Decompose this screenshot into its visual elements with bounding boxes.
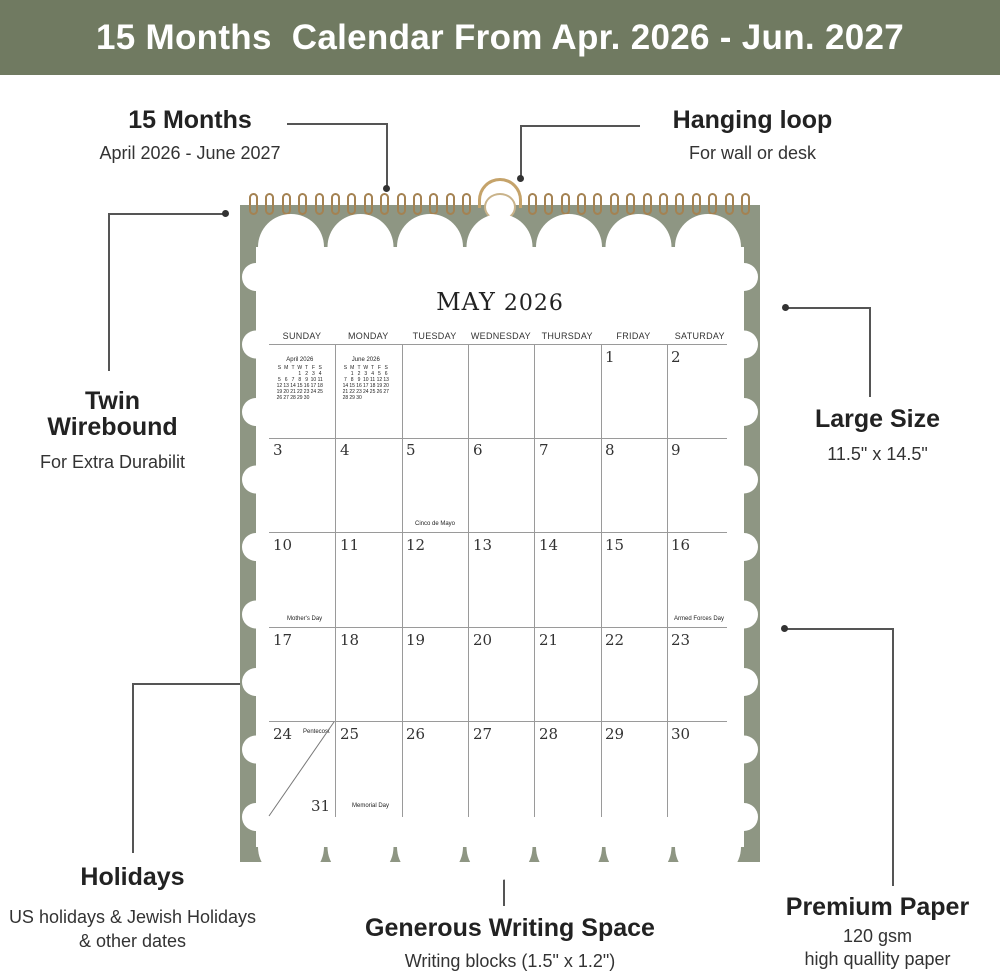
mini-calendar-cell: 11 — [369, 377, 376, 383]
leader-line — [520, 125, 522, 177]
mini-calendar-cell: 20 — [283, 389, 289, 395]
day-number: 2 — [671, 348, 681, 366]
feature-writing-space — [335, 914, 685, 972]
leader-dot — [383, 185, 390, 192]
wire-coil — [544, 193, 553, 215]
mini-calendar-cell: 7 — [344, 377, 347, 383]
day-number: 23 — [671, 631, 691, 649]
mini-calendar-cell: 26 — [276, 395, 283, 401]
feature-title: Holidays — [80, 863, 185, 891]
mini-calendar-cell: 13 — [383, 377, 389, 383]
mini-calendar-cell: 24 — [310, 389, 317, 395]
mini-calendar-cell: 10 — [310, 377, 317, 383]
scallop — [730, 736, 758, 764]
scallop — [730, 263, 758, 291]
mini-calendar-cell: 4 — [371, 371, 374, 377]
mini-calendar-cell: 28 — [290, 395, 296, 401]
feature-hanging-loop — [640, 106, 865, 164]
mini-calendar-cell: W — [363, 365, 369, 371]
day-number: 12 — [406, 536, 426, 554]
feature-title: 15 Months — [128, 106, 252, 134]
scallop — [242, 263, 270, 291]
mini-calendar-cell: 30 — [356, 395, 362, 401]
feature-subtitle: US holidays & Jewish Holidays — [8, 907, 257, 927]
leader-dot — [781, 625, 788, 632]
feature-title: Premium Paper — [785, 893, 970, 921]
mini-calendar-cell: 3 — [311, 371, 315, 377]
banner-title: 15 Months Calendar From Apr. 2026 - Jun. 2027 — [0, 0, 1000, 75]
wire-coil — [298, 193, 307, 215]
wire-coil — [659, 193, 668, 215]
day-number: 13 — [473, 536, 493, 554]
mini-calendar-cell: 25 — [369, 389, 376, 395]
mini-calendar-row — [342, 395, 390, 401]
mini-calendar-title: June 2026 — [351, 357, 380, 363]
grid-line — [468, 344, 469, 817]
scallop — [242, 398, 270, 426]
grid-line — [667, 344, 668, 817]
wire-coil — [249, 193, 258, 215]
mini-calendar-cell: 11 — [317, 377, 323, 383]
mini-calendar-cell: 15 — [297, 383, 303, 389]
wire-coil — [462, 193, 471, 215]
day-number: 31 — [311, 797, 331, 815]
wire-coil — [741, 193, 750, 215]
day-number: 28 — [539, 725, 559, 743]
scallop — [606, 814, 672, 880]
mini-calendar-cell — [362, 395, 369, 401]
mini-calendar-cell: T — [371, 365, 375, 371]
leader-dot — [782, 304, 789, 311]
mini-calendar-cell: 25 — [317, 389, 323, 395]
holiday-label: Cinco de Mayo — [415, 521, 456, 527]
mini-calendar-cell: F — [377, 365, 381, 371]
wire-coil — [593, 193, 602, 215]
mini-calendar-cell: 13 — [283, 383, 289, 389]
feature-subtitle: April 2026 - June 2027 — [99, 143, 281, 163]
feature-premium-paper — [765, 893, 990, 970]
wire-coil — [626, 193, 635, 215]
mini-calendar-cell: 12 — [376, 377, 383, 383]
mini-calendar-cell: 21 — [290, 389, 296, 395]
mini-calendar-cell: 4 — [318, 371, 322, 377]
day-number: 30 — [671, 725, 691, 743]
scallop — [242, 331, 270, 359]
leader-line — [892, 628, 894, 886]
wire-coil — [397, 193, 406, 215]
mini-calendar-cell: 30 — [303, 395, 310, 401]
wire-coil — [315, 193, 324, 215]
mini-calendar-cell: 6 — [384, 371, 388, 377]
mini-calendar-next — [342, 357, 390, 401]
scallop — [675, 814, 741, 880]
scallop — [242, 668, 270, 696]
mini-calendar-cell: M — [284, 365, 289, 371]
grid-line — [269, 627, 727, 628]
wire-coil — [708, 193, 717, 215]
mini-calendar-previous — [276, 357, 324, 401]
month-title — [256, 288, 744, 316]
leader-line — [108, 213, 226, 215]
feature-subtitle: & other dates — [78, 931, 187, 951]
grid-line — [534, 344, 535, 817]
mini-calendar-cell: 3 — [364, 371, 368, 377]
leader-line — [786, 307, 870, 309]
mini-calendar-cell: 5 — [377, 371, 381, 377]
scallop — [730, 668, 758, 696]
mini-calendar-cell: 15 — [349, 383, 355, 389]
day-number: 25 — [340, 725, 360, 743]
mini-calendar-cell: 18 — [317, 383, 323, 389]
day-number: 20 — [473, 631, 493, 649]
leader-dot — [517, 175, 524, 182]
mini-calendar-cell: 19 — [376, 383, 383, 389]
day-number: 10 — [273, 536, 293, 554]
feature-subtitle: For wall or desk — [688, 143, 817, 163]
day-number: 22 — [605, 631, 625, 649]
mini-calendar-cell: M — [350, 365, 355, 371]
wire-coil — [282, 193, 291, 215]
mini-calendar-cell — [369, 395, 376, 401]
mini-calendar-title: April 2026 — [286, 357, 314, 363]
wire-coil — [380, 193, 389, 215]
wire-coil — [561, 193, 570, 215]
scallop — [536, 814, 602, 880]
day-number: 21 — [539, 631, 559, 649]
mini-calendar-cell: T — [291, 365, 295, 371]
scallop — [730, 398, 758, 426]
mini-calendar-cell: 14 — [290, 383, 296, 389]
day-number: 7 — [539, 441, 549, 459]
mini-calendar-cell: 8 — [298, 377, 302, 383]
mini-calendar-cell: 14 — [342, 383, 349, 389]
wire-coil — [413, 193, 422, 215]
mini-calendar-cell: 28 — [342, 395, 349, 401]
weekday-header: WEDNESDAY — [470, 331, 531, 341]
day-number: 6 — [473, 441, 483, 459]
day-number: 3 — [273, 441, 283, 459]
day-number: 14 — [539, 536, 559, 554]
month-name: MAY — [436, 288, 496, 316]
scallop — [730, 803, 758, 831]
mini-calendar-cell: 17 — [363, 383, 369, 389]
mini-calendar-cell: 26 — [376, 389, 383, 395]
mini-calendar-cell: S — [277, 365, 282, 371]
mini-calendar-cell: T — [305, 365, 309, 371]
mini-calendar-cell: 9 — [357, 377, 361, 383]
holiday-label: Mother's Day — [287, 616, 323, 622]
grid-line — [269, 438, 727, 439]
feature-twin-wirebound — [10, 388, 215, 473]
scallop — [242, 601, 270, 629]
wire-coil — [528, 193, 537, 215]
feature-title: Generous Writing Space — [365, 914, 655, 942]
mini-calendar-cell: 2 — [357, 371, 361, 377]
mini-calendar-cell: 2 — [305, 371, 308, 377]
scallop — [730, 533, 758, 561]
mini-calendar-cell: S — [318, 365, 322, 371]
weekday-header: FRIDAY — [616, 331, 651, 341]
mini-calendar-cell: 17 — [310, 383, 317, 389]
leader-line — [869, 307, 871, 397]
mini-calendar-cell: 1 — [298, 371, 302, 377]
wire-coil — [331, 193, 340, 215]
mini-calendar-cell: 27 — [383, 389, 389, 395]
mini-calendar-row — [276, 395, 324, 401]
mini-calendar-cell: 5 — [278, 377, 281, 383]
grid-line — [269, 532, 727, 533]
holiday-label: Armed Forces Day — [674, 616, 725, 622]
mini-calendar-cell: 22 — [297, 389, 303, 395]
mini-calendar-cell: 7 — [291, 377, 295, 383]
feature-title: Wirebound — [47, 413, 178, 441]
mini-calendar-cell: 1 — [350, 371, 354, 377]
mini-calendar-cell: T — [357, 365, 361, 371]
feature-subtitle: 11.5" x 14.5" — [827, 444, 928, 464]
scallop — [467, 814, 533, 880]
mini-calendar-cell: 16 — [303, 383, 310, 389]
wire-coil — [347, 193, 356, 215]
wire-coil — [643, 193, 652, 215]
mini-calendar-cell: 23 — [303, 389, 310, 395]
scallop — [397, 814, 463, 880]
split-day-diagonal — [266, 720, 338, 820]
scallop — [328, 814, 394, 880]
scallop — [242, 533, 270, 561]
wire-coil — [725, 193, 734, 215]
day-number: 16 — [671, 536, 691, 554]
feature-large-size — [780, 405, 975, 465]
mini-calendar-cell: 12 — [276, 383, 283, 389]
weekday-header: SUNDAY — [282, 331, 322, 341]
scallop — [467, 214, 533, 280]
day-number: 1 — [605, 348, 615, 366]
mini-calendar-cell: S — [343, 365, 348, 371]
day-number: 9 — [671, 441, 681, 459]
scallop — [730, 466, 758, 494]
wire-coil — [364, 193, 373, 215]
feature-15-months — [60, 106, 320, 164]
weekday-header: TUESDAY — [412, 331, 457, 341]
leader-line — [132, 683, 134, 853]
mini-calendar-cell: 21 — [342, 389, 349, 395]
wire-coil — [446, 193, 455, 215]
mini-calendar-cell: 24 — [363, 389, 369, 395]
wire-coil — [265, 193, 274, 215]
weekday-header: THURSDAY — [541, 331, 593, 341]
feature-holidays — [0, 863, 265, 952]
mini-calendar-cell — [317, 395, 324, 401]
mini-calendar-cell: 6 — [284, 377, 288, 383]
mini-calendar-cell: S — [384, 365, 388, 371]
feature-title: Hanging loop — [672, 106, 833, 134]
scallop — [536, 214, 602, 280]
feature-subtitle: For Extra Durabilit — [39, 452, 186, 472]
day-number: 8 — [605, 441, 615, 459]
day-number: 24 — [273, 725, 293, 743]
day-number: 11 — [340, 536, 360, 554]
feature-subtitle: high quallity paper — [804, 949, 951, 969]
scallop — [328, 214, 394, 280]
wire-coil — [675, 193, 684, 215]
mini-calendar-cell: F — [311, 365, 315, 371]
day-number: 15 — [605, 536, 625, 554]
wire-coil — [692, 193, 701, 215]
mini-calendar-cell: 27 — [283, 395, 289, 401]
day-number: 18 — [340, 631, 360, 649]
mini-calendar-cell: 10 — [363, 377, 369, 383]
mini-calendar-cell: 9 — [305, 377, 308, 383]
leader-line — [108, 213, 110, 371]
scallop — [606, 214, 672, 280]
mini-calendar-cell: 19 — [276, 389, 283, 395]
grid-line — [601, 344, 602, 817]
mini-calendar-cell: 16 — [356, 383, 362, 389]
day-number: 26 — [406, 725, 426, 743]
grid-line — [402, 344, 403, 817]
mini-calendar-cell: 8 — [350, 377, 354, 383]
scallop — [397, 214, 463, 280]
mini-calendar-cell — [310, 395, 317, 401]
scallop — [730, 601, 758, 629]
mini-calendar-cell: 23 — [356, 389, 362, 395]
wire-coil — [577, 193, 586, 215]
mini-calendar-cell: 20 — [383, 383, 389, 389]
day-number: 29 — [605, 725, 625, 743]
feature-subtitle: 120 gsm — [842, 926, 913, 946]
feature-subtitle: Writing blocks (1.5" x 1.2") — [404, 951, 616, 971]
grid-line — [269, 344, 727, 345]
feature-title: Large Size — [814, 405, 941, 433]
leader-dot — [222, 210, 229, 217]
scallop — [242, 466, 270, 494]
month-year: 2026 — [503, 291, 564, 316]
mini-calendar-cell — [376, 395, 383, 401]
mini-calendar-cell: 29 — [297, 395, 303, 401]
mini-calendar-cell: 22 — [349, 389, 355, 395]
weekday-header: MONDAY — [347, 331, 389, 341]
day-number: 4 — [340, 441, 350, 459]
holiday-label: Pentecost — [303, 729, 330, 735]
mini-calendar-cell: 18 — [369, 383, 376, 389]
scallop — [730, 331, 758, 359]
day-number: 5 — [406, 441, 416, 459]
leader-line — [784, 628, 893, 630]
wire-coil — [429, 193, 438, 215]
leader-line — [386, 123, 388, 187]
wire-coil — [610, 193, 619, 215]
scallop — [675, 214, 741, 280]
weekday-header: SATURDAY — [674, 331, 725, 341]
mini-calendar-cell: W — [297, 365, 303, 371]
leader-line — [287, 123, 387, 125]
mini-calendar-cell — [383, 395, 390, 401]
feature-title: Twin — [84, 387, 141, 415]
day-number: 17 — [273, 631, 293, 649]
holiday-label: Memorial Day — [352, 803, 390, 809]
day-number: 19 — [406, 631, 426, 649]
leader-line — [520, 125, 640, 127]
day-number: 27 — [473, 725, 493, 743]
mini-calendar-cell: 29 — [349, 395, 355, 401]
